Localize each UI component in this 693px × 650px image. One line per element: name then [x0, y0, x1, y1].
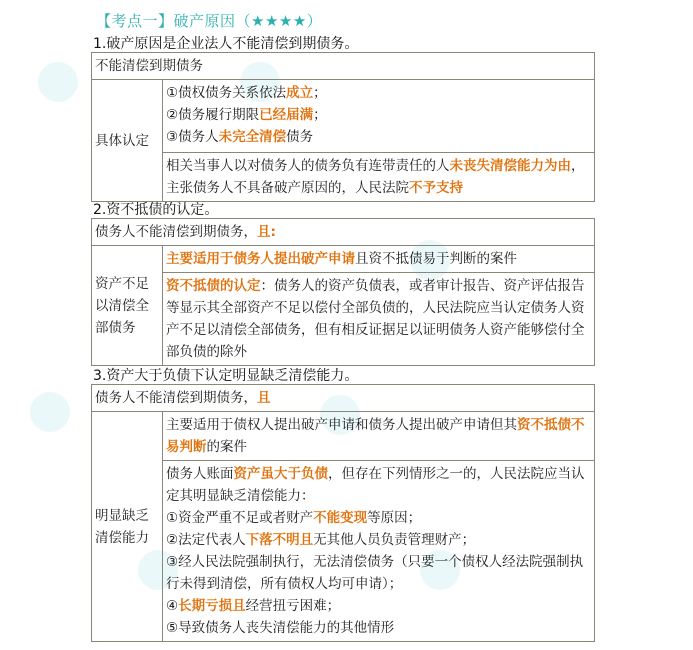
section1-note: 相关当事人以对债务人的债务负有连带责任的人未丧失清偿能力为由，主张债务人不具备破产原因的，人民法院不予支持	[163, 153, 595, 202]
watermark-logo	[30, 392, 70, 432]
section3-table	[91, 384, 595, 642]
list-item: ②债务履行期限已经届满；	[166, 107, 327, 123]
section2-left-label: 资产不足以清偿全部债务	[92, 246, 163, 366]
page-title: 【考点一】破产原因（★★★★）	[96, 12, 323, 30]
section2-header: 债务人不能清偿到期债务，且:	[92, 219, 595, 246]
list-item: ②法定代表人下落不明且无其他人员负责管理财产；	[166, 532, 476, 548]
section3-heading: 3.资产大于负债下认定明显缺乏清偿能力。	[93, 368, 359, 384]
watermark-logo	[38, 62, 78, 102]
section2-table	[91, 218, 595, 366]
section3-header: 债务人不能清偿到期债务，且	[92, 385, 595, 412]
section1-header: 不能清偿到期债务	[92, 53, 595, 80]
section2-heading: 2.资不抵债的认定。	[93, 202, 219, 218]
section2-row1: 主要适用于债务人提出破产申请且资不抵债易于判断的案件	[163, 246, 595, 273]
section3-row2	[163, 461, 595, 642]
section3-row1: 主要适用于债权人提出破产申请和债务人提出破产申请但其资不抵债不易判断的案件	[163, 412, 595, 461]
section1-items	[163, 80, 595, 153]
list-item: ⑤导致债务人丧失清偿能力的其他情形	[166, 620, 395, 636]
intro-text: 债务人账面资产虽大于负债，但存在下列情形之一的，人民法院应当认定其明显缺乏清偿能力：	[166, 466, 585, 504]
list-item: ③债务人未完全清偿债务	[166, 129, 314, 145]
list-item: ④长期亏损且经营扭亏困难；	[166, 598, 341, 614]
section1-table	[91, 52, 595, 202]
section1-left-label: 具体认定	[92, 80, 163, 202]
list-item: ①债权债务关系依法成立；	[166, 85, 327, 101]
list-item: ③经人民法院强制执行，无法清偿债务（只要一个债权人经法院强制执行未得到清偿，所有债权人均可申请）；	[166, 554, 584, 592]
list-item: ①资金严重不足或者财产不能变现等原因；	[166, 510, 422, 526]
section2-row2: 资不抵债的认定：债务人的资产负债表，或者审计报告、资产评估报告等显示其全部资产不足以偿付全部负债的，人民法院应当认定债务人资产不足以清偿全部债务，但有相反证据足以证明债务人资产能够偿付全部负债的除外	[163, 273, 595, 366]
section3-left-label: 明显缺乏清偿能力	[92, 412, 163, 642]
section1-heading: 1.破产原因是企业法人不能清偿到期债务。	[93, 36, 359, 52]
